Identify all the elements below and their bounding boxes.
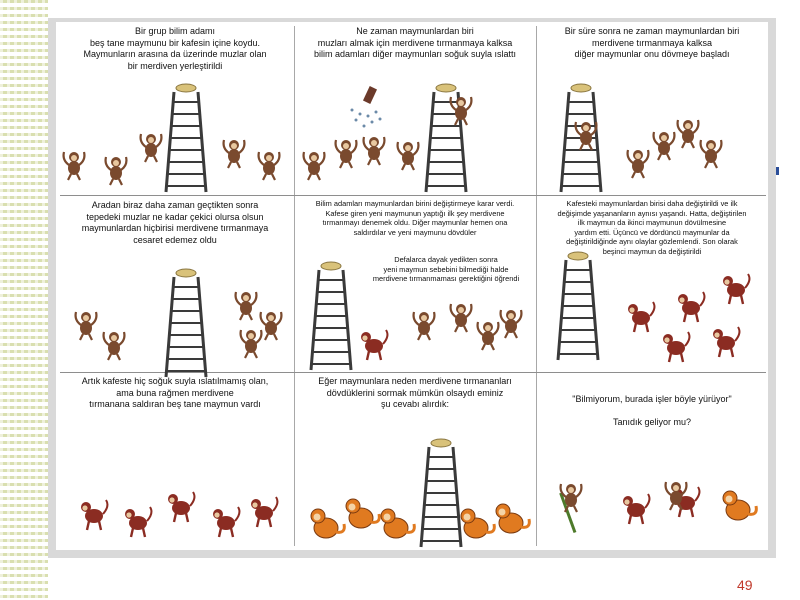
caption-line: cesaret edemez oldu <box>133 234 217 245</box>
monkey-icon <box>236 292 257 320</box>
caption-line: Maymunların arasına da üzerinde muzlar olan <box>83 49 267 59</box>
monkey-icon <box>261 312 282 340</box>
monkey-icon <box>346 499 379 528</box>
caption-line: tırmanana saldıran beş tane maymun vardı <box>89 399 261 409</box>
caption-line: Ne zaman maymunlardan biri <box>356 26 474 36</box>
caption-line: tepedeki muzlar ne kadar çekici olursa olsun <box>86 211 264 222</box>
caption-line: Bir süre sonra ne zaman maymunlardan biri <box>564 26 740 36</box>
monkey-icon <box>723 274 749 304</box>
caption-line: "Bilmiyorum, burada işler böyle yürüyor" <box>572 394 732 404</box>
monkey-icon <box>304 152 325 180</box>
monkey-icon <box>723 491 756 520</box>
caption-line: Tanıdık geliyor mu? <box>612 417 692 427</box>
caption-line: beşinci maymun da değiştirildi <box>602 246 702 256</box>
caption-line: Kafese giren yeni maymunun yaptığı ilk şey merdivene <box>325 208 505 218</box>
caption-line: değişimde yaşananların aynısı yaşandı. Hatta, değiştirilen <box>557 208 747 218</box>
monkey-icon <box>678 292 704 322</box>
caption-line: yardım etti. Üçüncü ve dördüncü maymunlar da <box>574 227 730 237</box>
caption-line: beş tane maymunu bir kafesin içine koydu. <box>89 37 261 48</box>
caption-line: saldırdılar ve yeni maymunu dövdüler <box>353 227 477 237</box>
monkey-icon <box>663 332 689 362</box>
monkey-icon <box>628 150 649 178</box>
caption-line: diğer maymunlar onu dövmeye başladı <box>574 49 730 59</box>
monkey-icon <box>361 330 387 360</box>
monkey-icon <box>461 509 494 538</box>
caption-line: Kafesteki maymunlardan birisi daha değiştirildi ve ilk <box>566 199 738 208</box>
monkey-icon <box>364 137 385 165</box>
monkey-icon <box>654 132 675 160</box>
monkey-icon <box>713 327 739 357</box>
monkey-experiment-comic <box>56 22 768 550</box>
monkey-icon <box>259 152 280 180</box>
monkey-icon <box>623 494 649 524</box>
caption-line: Bilim adamları maymunlardan birini değiştirmeye karar verdi. <box>315 199 515 208</box>
monkey-icon <box>213 507 239 537</box>
monkey-icon <box>168 492 194 522</box>
caption-line: Bir grup bilim adamı <box>134 26 216 36</box>
caption-line: Artık kafeste hiç soğuk suyla ıslatılmamış olan, <box>81 376 269 386</box>
monkey-icon <box>241 330 262 358</box>
monkey-icon <box>501 310 522 338</box>
caption-line: yeni maymun sebebini bilmediği halde <box>383 264 509 274</box>
monkey-icon <box>398 142 419 170</box>
ladder-icon <box>558 252 598 360</box>
comic-illustrations <box>56 22 768 550</box>
monkey-icon <box>224 140 245 168</box>
caption-line: ilk maymun da ikinci maymunun dövülmesine <box>577 218 727 228</box>
caption-line: Defalarca dayak yedikten sonra <box>394 255 498 264</box>
caption-line: dövdüklerini sormak mümkün olsaydı eminiz <box>326 387 504 398</box>
ladder-icon <box>166 84 206 192</box>
caption-line: muzları almak için merdivene tırmanmaya kalksa <box>317 37 513 48</box>
ladder-icon <box>421 439 461 547</box>
caption-line: değiştirildiğinde aynı olaylar gözlemlendi. Son olarak <box>566 237 738 247</box>
caption-line: bilim adamları diğer maymunları soğuk suyla ıslattı <box>313 49 517 59</box>
caption-line: Aradan biraz daha zaman geçtikten sonra <box>91 200 259 210</box>
caption-line: şu cevabı alırdık: <box>380 399 450 409</box>
monkey-icon <box>678 120 699 148</box>
monkey-icon <box>478 322 499 350</box>
monkey-icon <box>336 140 357 168</box>
monkey-icon <box>381 509 414 538</box>
monkey-icon <box>414 312 435 340</box>
caption-line: merdivene tırmanmaması gerektiğini öğrendi <box>372 274 520 284</box>
monkey-icon <box>559 484 581 533</box>
monkey-icon <box>628 302 654 332</box>
monkey-icon <box>125 507 151 537</box>
monkey-icon <box>81 500 107 530</box>
monkey-icon <box>251 497 277 527</box>
decorative-stripe-overlay <box>0 0 48 600</box>
slide-marker <box>776 167 779 175</box>
monkey-icon <box>141 134 162 162</box>
monkey-icon <box>451 304 472 332</box>
monkey-icon <box>311 509 344 538</box>
caption-line: tırmanmayı denemek oldu. Diğer maymunlar hemen ona <box>322 218 508 228</box>
caption-line: maymunlardan hiçbirisi merdivene tırmanmaya <box>81 223 269 233</box>
monkey-icon <box>104 332 125 360</box>
monkey-icon <box>106 157 127 185</box>
caption-line: bir merdiven yerleştirildi <box>127 60 223 71</box>
page-number: 49 <box>737 577 753 593</box>
monkey-icon <box>701 140 722 168</box>
caption-line: merdivene tırmanmaya kalksa <box>591 37 713 48</box>
water-spray-icon <box>351 86 382 127</box>
ladder-icon <box>166 269 206 377</box>
caption-line: ama buna rağmen merdivene <box>116 387 234 398</box>
caption-line: Eğer maymunlara neden merdivene tırmananları <box>318 376 512 386</box>
monkey-icon <box>496 504 529 533</box>
ladder-icon <box>311 262 351 370</box>
monkey-icon <box>76 312 97 340</box>
monkey-icon <box>64 152 85 180</box>
